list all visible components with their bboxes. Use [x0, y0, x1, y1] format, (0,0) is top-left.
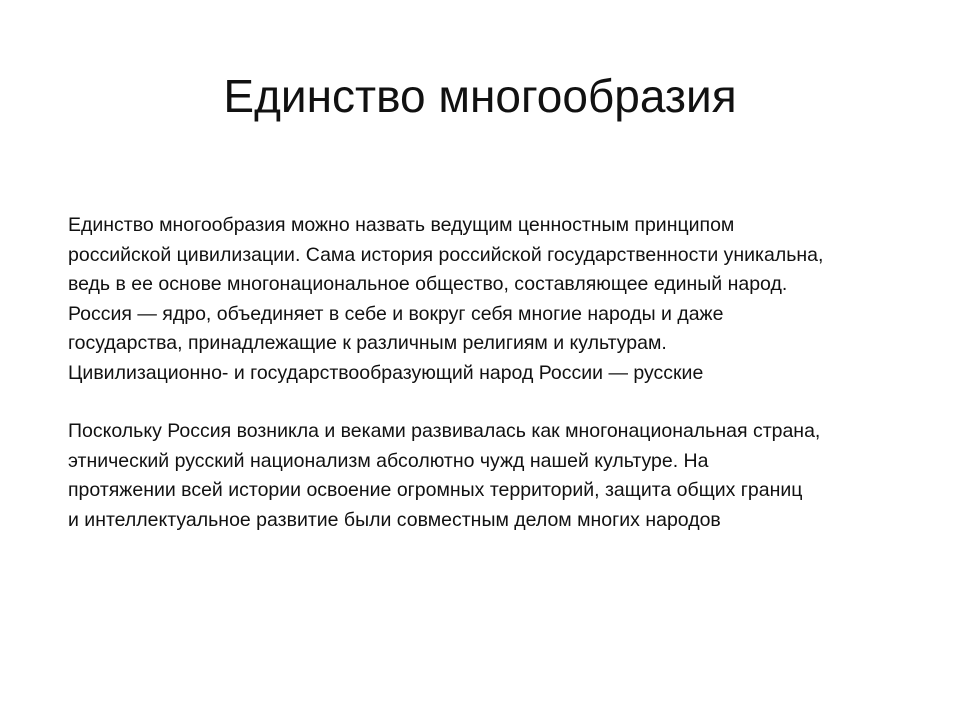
paragraph-spacer: [68, 388, 928, 417]
paragraph-2-line-1: Поскольку Россия возникла и веками развивалась как многонациональная страна,: [68, 420, 821, 442]
slide-title: Единство многообразия: [223, 70, 737, 122]
paragraph-1: [68, 211, 928, 388]
paragraph-1-line-6: Цивилизационно- и государствообразующий народ России — русские: [68, 361, 704, 384]
paragraph-1-line-4: Россия — ядро, объединяет в себе и вокруг себя многие народы и даже: [68, 302, 724, 325]
paragraph-2-line-2: этнический русский национализм абсолютно чужд нашей культуре. На: [68, 449, 709, 472]
paragraph-2-line-3: протяжении всей истории освоение огромных территорий, защита общих границ: [68, 479, 803, 501]
slide-body: [68, 211, 928, 535]
paragraph-2: [68, 417, 928, 535]
paragraph-1-line-3: ведь в ее основе многонациональное общество, составляющее единый народ.: [68, 273, 788, 295]
paragraph-1-line-5: государства, принадлежащие к различным религиям и культурам.: [68, 332, 667, 354]
paragraph-2-line-4: и интеллектуальное развитие были совместным делом многих народов: [68, 508, 721, 531]
paragraph-1-line-1: Единство многообразия можно назвать ведущим ценностным принципом: [68, 214, 735, 236]
paragraph-1-line-2: российской цивилизации. Сама история российской государственности уникальна,: [68, 243, 824, 266]
